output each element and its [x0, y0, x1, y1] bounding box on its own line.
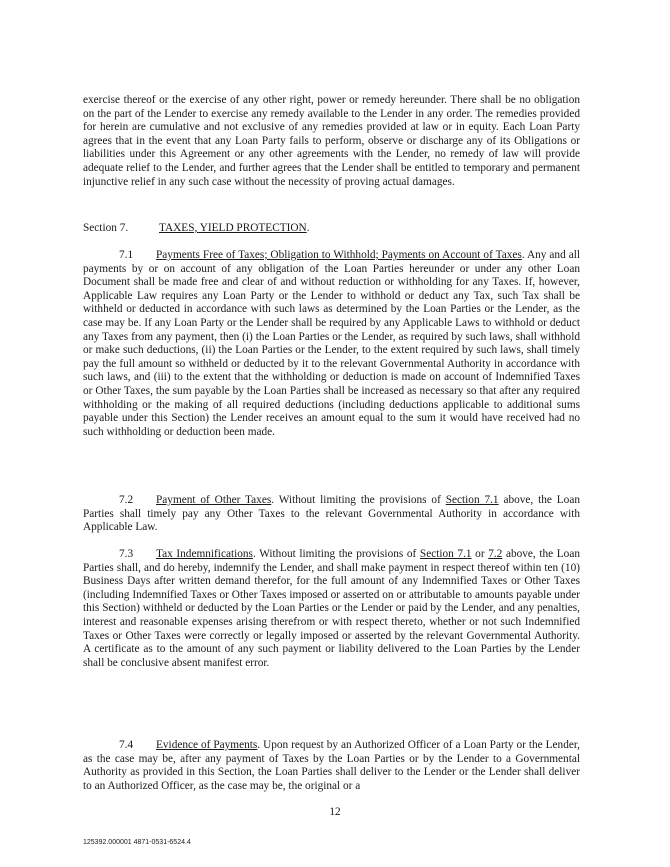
section-label: Section 7.	[83, 222, 129, 234]
paragraph-7-2	[83, 494, 580, 535]
paragraph-text: above, the Loan Parties shall, and do hereby, indemnify the Lender, and shall make payment in respect thereof within ten (10) Business Days after written demand therefor, for the full amount of any Indemnified Taxes or Other Taxes (including Indemnified Taxes or Other Taxes imposed or asserted on or attributable to amounts payable under this Section) withheld or deducted by the Loan Parties or the Lender or paid by the Lender, and any penalties, interest and reasonable expenses arising therefrom or with respect thereto, whether or not such Indemnified Taxes or Other Taxes were correctly or legally imposed or asserted by the relevant Governmental Authority. A certificate as to the amount of any such payment or liability delivered to the Loan Parties by the Lender shall be conclusive absent manifest error.	[83, 548, 580, 669]
paragraph-text: . Without limiting the provisions of	[271, 494, 446, 506]
document-footer-id: 125392.000001 4871-0531-6524.4	[83, 839, 191, 846]
paragraph-text: . Upon request by an Authorized Officer of a Loan Party or the Lender, as the case may be, after any payment of Taxes by the Loan Parties or by the Lender to a Governmental Authority as provided in this Section, the Loan Parties shall deliver to the Lender or the Lender shall deliver to an Authorized Officer, as the case may be, the original or a	[83, 739, 580, 792]
paragraph-number: 7.2	[119, 494, 134, 506]
paragraph-text: above, the Loan Parties shall timely pay any Other Taxes to the relevant Governmental Authority in accordance with Applicable Law.	[83, 494, 580, 534]
paragraph-7-3	[83, 548, 580, 670]
section-reference: Section 7.1	[445, 494, 499, 506]
page-number: 12	[329, 806, 341, 818]
paragraph-heading: Tax Indemnifications	[156, 548, 253, 560]
paragraph-7-1: 7.1 Payments Free of Taxes; Obligation to Withhold; Payments on Account of Taxes. Any and all payments by or on account of any obligation of the Loan Parties hereunder or under any other Loan Document shall be made free and clear of and without reduction or withholding for any Taxes. If, however, Applicable Law requires any Loan Party or the Lender to withhold or deduct any Tax, such Tax shall be withheld or deducted in accordance with such laws as determined by the Loan Parties or the Lender, as the case may be. If any Loan Party or the Lender shall be required by any Applicable Laws to withhold or deduct any Taxes from any payment, then (i) the Loan Parties or the Lender, as required by such laws, shall withhold or make such deductions, (ii) the Loan Parties or the Lender, to the extent required by such laws, shall timely pay the full amount so withheld or deducted by it to the relevant Governmental Authority in accordance with such laws, and (iii) to the extent that the withholding or deduction is made on account of Indemnified Taxes or Other Taxes, the sum payable by the Loan Parties shall be increased as necessary so that after any required withholding or the making of all required deductions (including deductions applicable to additional sums payable under this Section) the Lender receives an amount equal to the sum it would have received had no such withholding or deduction been made.	[83, 249, 580, 438]
paragraph-number: 7.4	[119, 739, 134, 751]
section-title: TAXES, YIELD PROTECTION	[159, 222, 307, 234]
intro-text: exercise thereof or the exercise of any other right, power or remedy hereunder. There shall be no obligation on the part of the Lender to exercise any remedy available to the Lender in any order. The remedies provided for herein are cumulative and not exclusive of any remedies provided at law or in equity. Each Loan Party agrees that in the event that any Loan Party fails to perform, observe or discharge any of its Obligations or liabilities under this Agreement or any other agreements with the Lender, no remedy of law will provide adequate relief to the Lender, and further agrees that the Lender shall be entitled to temporary and permanent injunctive relief in any such case without the necessity of proving actual damages.	[83, 94, 580, 188]
section-7-heading	[83, 222, 580, 236]
paragraph-heading: Payments Free of Taxes; Obligation to Withhold; Payments on Account of Taxes	[156, 249, 522, 261]
section-period: .	[306, 222, 310, 234]
paragraph-text: or	[471, 548, 489, 560]
paragraph-number: 7.3	[119, 548, 134, 560]
paragraph-number: 7.1	[119, 249, 134, 261]
paragraph-heading: Payment of Other Taxes	[156, 494, 272, 506]
paragraph-heading: Evidence of Payments	[156, 739, 258, 751]
section-reference: 7.2	[488, 548, 503, 560]
paragraph-7-4	[83, 739, 580, 793]
section-reference: Section 7.1	[419, 548, 472, 560]
intro-paragraph	[83, 94, 580, 189]
paragraph-text: . Without limiting the provisions of	[252, 548, 420, 560]
paragraph-text: Any and all payments by or on account of any obligation of the Loan Parties hereunder or under any other Loan Document shall be made free and clear of and without reduction or withholding for any Taxes. If, however, Applicable Law requires any Loan Party or the Lender to withhold or deduct any Tax, such Tax shall be withheld or deducted in accordance with such laws as determined by the Loan Parties or the Lender, as the case may be. If any Loan Party or the Lender shall be required by any Applicable Laws to withhold or deduct any Taxes from any payment, then (i) the Loan Parties or the Lender, as required by such laws, shall withhold or make such deductions, (ii) the Loan Parties or the Lender, to the extent required by such laws, shall timely pay the full amount so withheld or deducted by it to the relevant Governmental Authority in accordance with such laws, and (iii) to the extent that the withholding or deduction is made on account of Indemnified Taxes or Other Taxes, the sum payable by the Loan Parties shall be increased as necessary so that after any required withholding or the making of all required deductions (including deductions applicable to additional sums payable under this Section) the Lender receives an amount equal to the sum it would have received had no such withholding or deduction been made.	[83, 249, 580, 438]
